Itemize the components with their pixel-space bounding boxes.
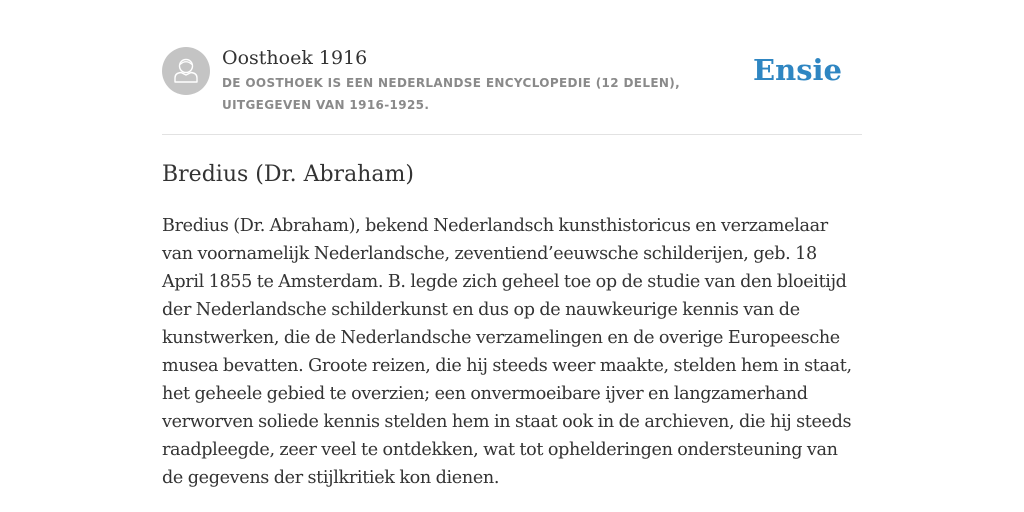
article-page xyxy=(162,0,862,512)
brand-logo[interactable]: Ensie xyxy=(753,53,842,87)
source-title[interactable]: Oosthoek 1916 xyxy=(222,47,368,69)
source-header xyxy=(162,0,862,135)
user-icon xyxy=(162,47,210,95)
page-title: Bredius (Dr. Abraham) xyxy=(162,162,414,187)
entry-body: Bredius (Dr. Abraham), bekend Nederlandsch kunsthistoricus en verzamelaar van voornamelijk Nederlandsche, zeventiend’eeuwsche schilderijen, geb. 18 April 1855 te Amsterdam. B. legde zich geheel toe op de studie van den bloeitijd der Nederlandsche schilderkunst en dus op de nauwkeurige kennis van de kunstwerken, die de Nederlandsche verzamelingen en de overige Europeesche musea bevatten. Groote reizen, die hij steeds weer maakte, stelden hem in staat, het geheele gebied te overzien; een onvermoeibare ijver en langzamerhand verworven soliede kennis stelden hem in staat ook in de archieven, die hij steeds raadpleegde, zeer veel te ontdekken, wat tot ophelderingen ondersteuning van de gegevens der stijlkritiek kon dienen. xyxy=(162,216,852,488)
source-description: DE OOSTHOEK IS EEN NEDERLANDSE ENCYCLOPEDIE (12 DELEN), UITGEGEVEN VAN 1916-1925. xyxy=(222,76,681,112)
